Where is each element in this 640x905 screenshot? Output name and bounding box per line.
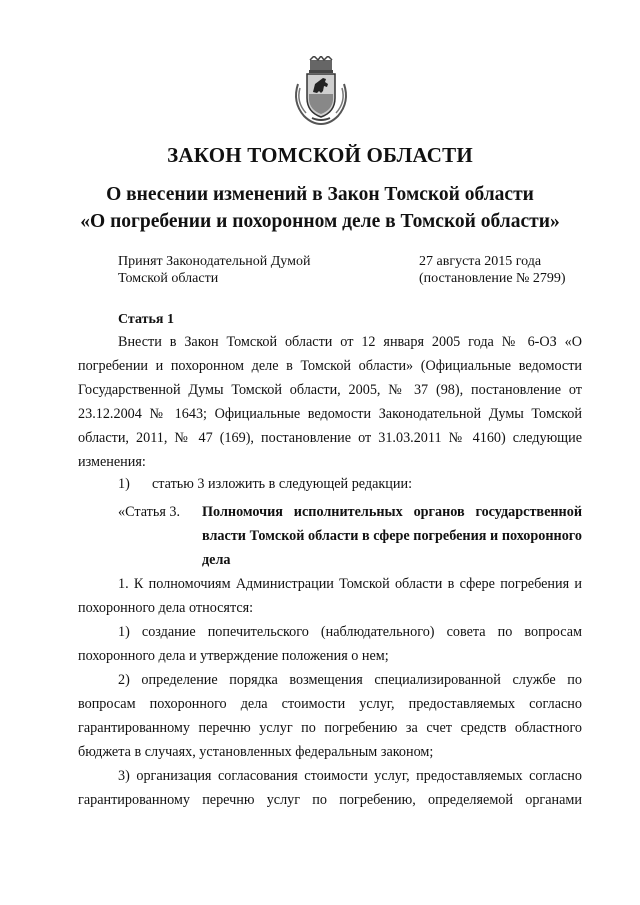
document-subtitle <box>60 181 580 235</box>
coat-of-arms-icon <box>290 56 352 126</box>
article-heading: Статья 1 <box>118 312 174 327</box>
subparagraph: 1) создание попечительского (наблюдательного) совета по вопросам похоронного дела и утверждение положения о нем; <box>78 624 582 664</box>
amendment-item-text: статью 3 изложить в следующей редакции: <box>152 476 413 492</box>
adopted-by-block <box>118 253 310 287</box>
article3-title: Полномочия исполнительных органов государственной власти Томской области в сфере погребения и похоронного дела <box>202 504 582 568</box>
subtitle-line: О внесении изменений в Закон Томской области <box>106 184 534 205</box>
document-title: ЗАКОН ТОМСКОЙ ОБЛАСТИ <box>167 143 473 167</box>
resolution-number: (постановление № 2799) <box>419 271 566 286</box>
article-intro-paragraph: Внести в Закон Томской области от 12 января 2005 года № 6-ОЗ «О погребении и похоронном деле в Томской области» (Официальные ведомости Государственной Думы Томской области, 2005, № 37 (98), постановление от 23.12.2004 № 1643; Официальные ведомости Законодательной Думы Томской области, 2011, № 47 (169), постановление от 31.03.2011 № 4160) следующие изменения: <box>78 334 582 470</box>
article3-label: «Статья 3. <box>118 504 181 520</box>
amendment-item-number: 1) <box>118 476 130 492</box>
adopted-by-line: Принят Законодательной Думой <box>118 254 311 269</box>
paragraph: 1. К полномочиям Администрации Томской области в сфере погребения и похоронного дела относятся: <box>78 576 582 616</box>
subparagraph: 3) организация согласования стоимости услуг, предоставляемых согласно гарантированному перечню услуг по погребению, определяемой органами <box>78 768 582 808</box>
subparagraph: 2) определение порядка возмещения специализированной службе по вопросам похоронного дела стоимости услуг, предоставляемых согласно гарантированному перечню услуг по погребению за счет средств областного бюджета в случаях, установленных федеральным законом; <box>78 672 582 760</box>
amendment-item <box>118 476 412 493</box>
adoption-date: 27 августа 2015 года <box>419 254 542 269</box>
subtitle-line: «О погребении и похоронном деле в Томской области» <box>80 211 560 232</box>
adoption-date-block <box>419 253 566 287</box>
adopted-by-line: Томской области <box>118 271 219 286</box>
